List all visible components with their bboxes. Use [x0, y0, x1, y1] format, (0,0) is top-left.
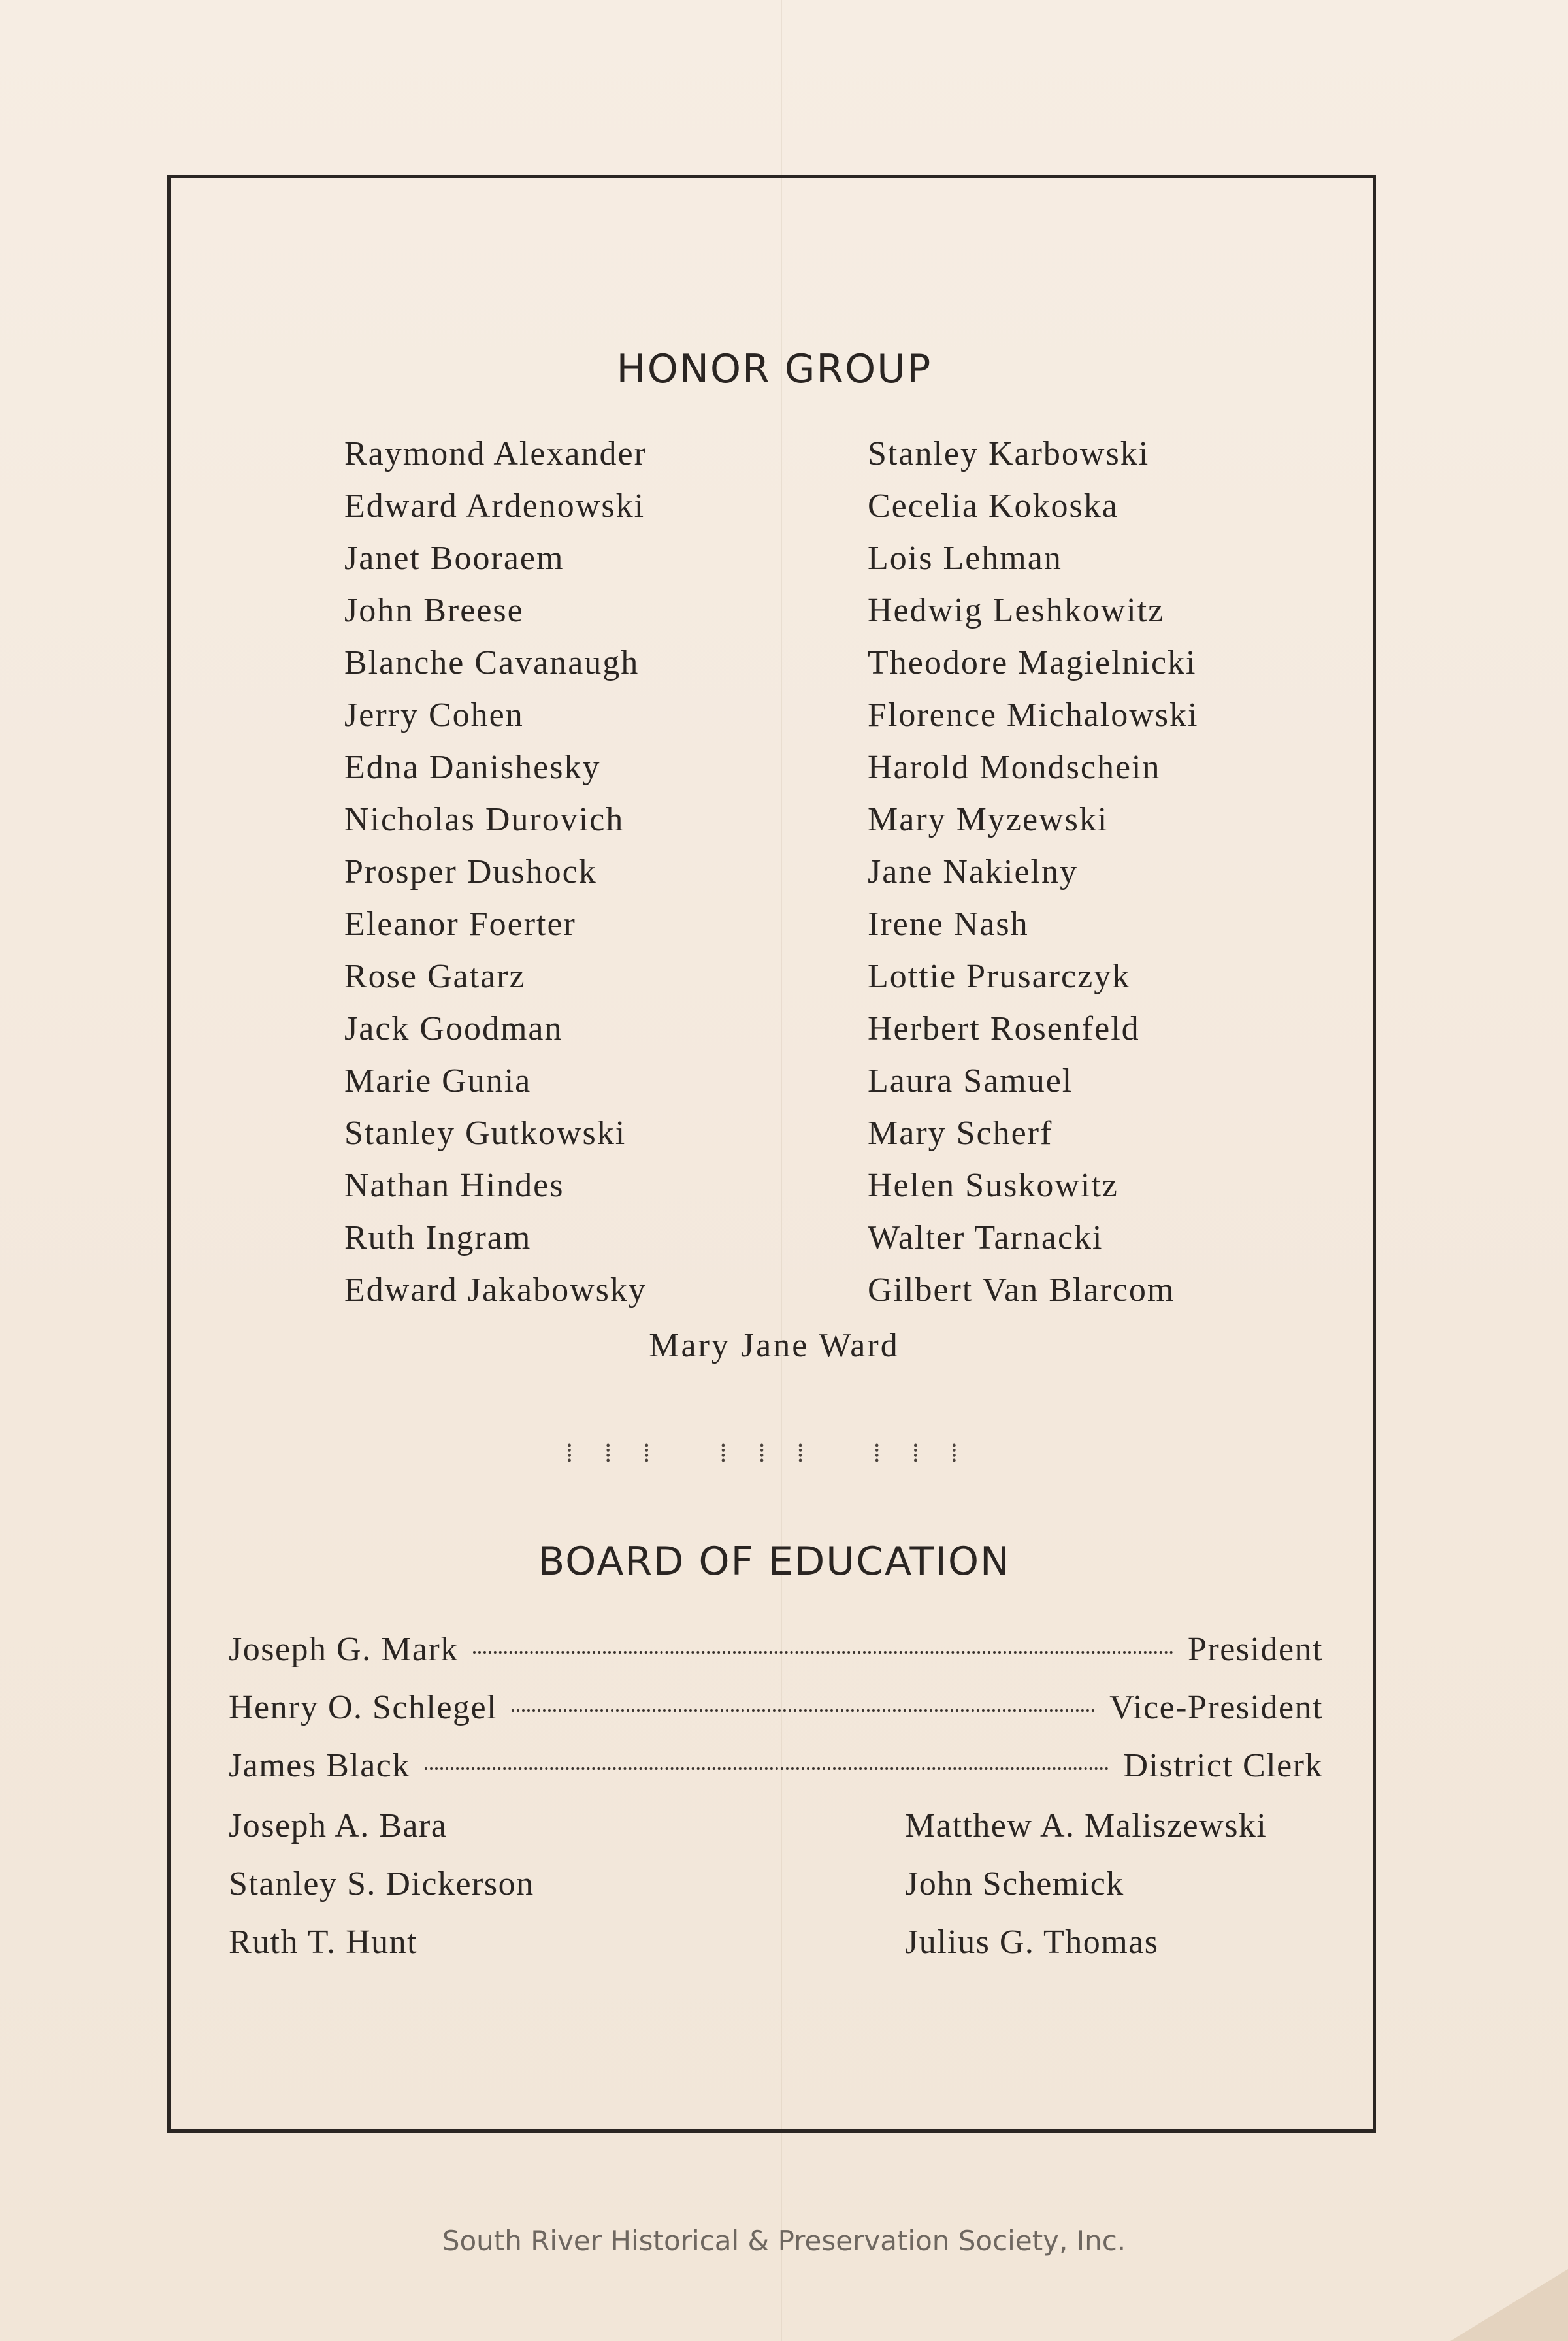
honor-list-right — [868, 428, 1198, 1317]
watermark-footer: South River Historical & Preservation Society, Inc. — [442, 2225, 1126, 2257]
honor-name: Gilbert Van Blarcom — [868, 1271, 1175, 1309]
board-member: Joseph A. Bara — [229, 1807, 448, 1844]
honor-name: Walter Tarnacki — [868, 1219, 1103, 1256]
honor-name: Mary Myzewski — [868, 801, 1109, 838]
honor-name: Nathan Hindes — [344, 1167, 564, 1204]
honor-name: Raymond Alexander — [344, 435, 647, 472]
honor-name: Mary Scherf — [868, 1115, 1053, 1152]
board-member: Ruth T. Hunt — [229, 1924, 418, 1961]
honor-group-heading: HONOR GROUP — [616, 346, 932, 392]
honor-name: Stanley Karbowski — [868, 435, 1150, 472]
honor-name: Edward Jakabowsky — [344, 1271, 647, 1309]
ornament-divider: ⁞⁞⁞ ⁞⁞⁞ ⁞⁞⁞ — [565, 1438, 990, 1467]
board-member: John Schemick — [905, 1865, 1124, 1903]
honor-name: Cecelia Kokoska — [868, 487, 1119, 525]
officer-name: James Black — [229, 1747, 410, 1784]
honor-name: Marie Gunia — [344, 1062, 532, 1100]
officer-name: Joseph G. Mark — [229, 1631, 459, 1668]
honor-name: Nicholas Durovich — [344, 801, 625, 838]
honor-name: Prosper Dushock — [344, 853, 597, 891]
board-members-left — [229, 1797, 534, 1971]
honor-name: Harold Mondschein — [868, 749, 1161, 786]
honor-name: Jerry Cohen — [344, 696, 524, 734]
honor-name: Jane Nakielny — [868, 853, 1079, 891]
honor-name: Ruth Ingram — [344, 1219, 532, 1256]
honor-list-left — [344, 428, 647, 1317]
honor-name: Laura Samuel — [868, 1062, 1073, 1100]
officer-name: Henry O. Schlegel — [229, 1689, 498, 1726]
leader-dots — [425, 1767, 1109, 1770]
board-member: Matthew A. Maliszewski — [905, 1807, 1267, 1844]
honor-name: John Breese — [344, 592, 524, 629]
board-member: Stanley S. Dickerson — [229, 1865, 534, 1903]
leader-dots — [473, 1651, 1173, 1654]
honor-name: Edward Ardenowski — [344, 487, 645, 525]
honor-name: Blanche Cavanaugh — [344, 644, 640, 681]
officer-title: President — [1187, 1631, 1323, 1668]
honor-name: Theodore Magielnicki — [868, 644, 1197, 681]
honor-name: Rose Gatarz — [344, 958, 526, 995]
leader-dots — [512, 1709, 1095, 1712]
honor-name-centered: Mary Jane Ward — [649, 1327, 900, 1364]
officer-title: District Clerk — [1123, 1747, 1323, 1784]
honor-name: Lois Lehman — [868, 540, 1062, 577]
honor-name: Hedwig Leshkowitz — [868, 592, 1165, 629]
honor-name: Eleanor Foerter — [344, 906, 576, 943]
officer-row — [229, 1740, 1323, 1792]
honor-name: Lottie Prusarczyk — [868, 958, 1131, 995]
honor-name: Florence Michalowski — [868, 696, 1199, 734]
board-heading: BOARD OF EDUCATION — [538, 1539, 1011, 1584]
board-member: Julius G. Thomas — [905, 1924, 1159, 1961]
honor-name: Jack Goodman — [344, 1010, 563, 1047]
honor-name: Stanley Gutkowski — [344, 1115, 627, 1152]
folded-corner — [1450, 2269, 1568, 2341]
honor-name: Janet Booraem — [344, 540, 564, 577]
honor-name: Irene Nash — [868, 906, 1029, 943]
board-members-right — [905, 1797, 1267, 1971]
officer-row — [229, 1624, 1323, 1676]
honor-name: Edna Danishesky — [344, 749, 601, 786]
honor-name: Helen Suskowitz — [868, 1167, 1119, 1204]
honor-name: Herbert Rosenfeld — [868, 1010, 1140, 1047]
officer-row — [229, 1682, 1323, 1734]
officer-title: Vice-President — [1109, 1689, 1323, 1726]
